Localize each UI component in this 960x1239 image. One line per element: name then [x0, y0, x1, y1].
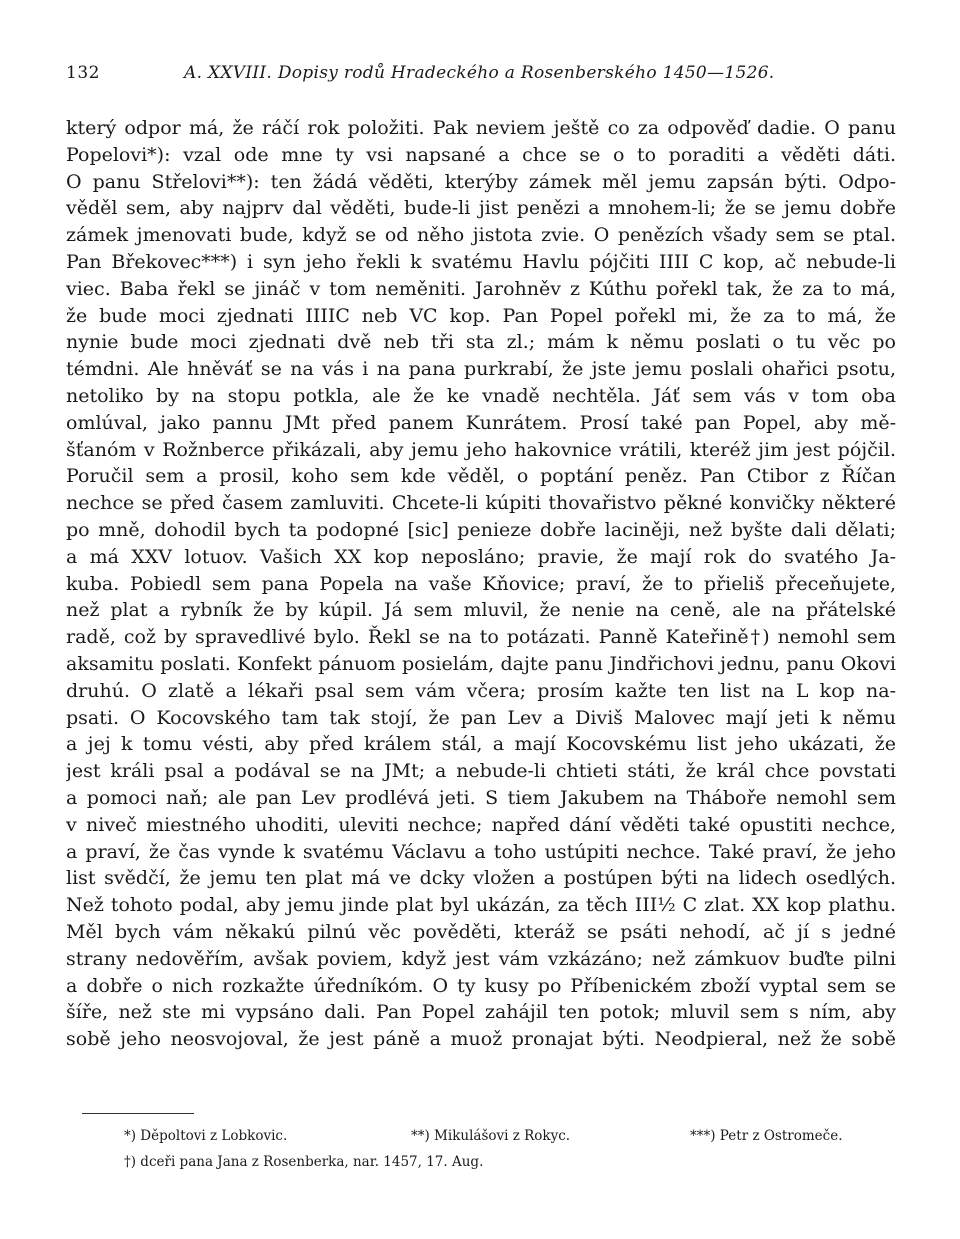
text-line: psati. O Kocovského tam tak stojí, že pan Lev a Diviš Malovec mají jeti k němu: [66, 706, 896, 729]
text-line: než plat a rybník že by kúpil. Já sem mluvil, že nenie na ceně, ale na přátelské: [66, 599, 896, 622]
text-line: nechce se před časem zamluviti. Chcete-li kúpiti thovařistvo pěkné konvičky některé: [66, 492, 896, 515]
text-line: netoliko by na stopu potkla, ale že ke vnadě nechtěla. Jáť sem vás v tom oba: [66, 384, 896, 407]
text-line: kuba. Pobiedl sem pana Popela na vaše Kňovice; praví, že to přieliš přeceňujete,: [66, 572, 896, 595]
page-header: [66, 63, 896, 89]
text-line: radě, což by spravedlivé bylo. Řekl se na to potázati. Panně Kateřině†) nemohl sem: [66, 626, 896, 649]
text-line: a má XXV lotuov. Vašich XX kop neposláno; pravie, že mají rok do svatého Ja-: [66, 545, 896, 568]
text-line: v niveč miestného uhoditi, uleviti nechce; napřed dání věděti také opustiti nechce,: [66, 813, 896, 836]
text-line: šíře, než ste mi vypsáno dali. Pan Popel zahájil ten potok; mluvil sem s ním, aby: [66, 1001, 896, 1024]
text-line: Než tohoto podal, aby jemu jinde plat byl ukázán, za těch III½ C zlat. XX kop plathu.: [66, 894, 896, 917]
text-line: O panu Střelovi**): ten žádá věděti, kterýby zámek měl jemu zapsán býti. Odpo-: [66, 170, 896, 193]
footnote-4: †) dceři pana Jana z Rosenberka, nar. 1457, 17. Aug.: [124, 1154, 484, 1170]
text-line: a praví, že čas vynde k svatému Václavu a toho ustúpiti nechce. Také praví, že jeho: [66, 840, 896, 863]
footnote-1: *) Děpoltovi z Lobkovic.: [124, 1128, 288, 1144]
text-line: a jej k tomu vésti, aby před králem stál, a mají Kocovskému list jeho ukázati, že: [66, 733, 896, 756]
text-line: nynie bude moci zjednati dvě neb tři sta zl.; mám k němu poslati o tu věc po: [66, 331, 896, 354]
text-line: Pan Břekovec***) i syn jeho řekli k svatému Havlu pójčiti IIII C kop, ač nebude-li: [66, 250, 896, 273]
body-text: [66, 115, 896, 1053]
text-line: strany nedověřím, avšak poviem, když jest vám vzkázáno; než zámkuov buďte pilni: [66, 947, 896, 970]
text-line: viec. Baba řekl se jináč v tom neměniti. Jarohněv z Kúthu pořekl tak, že za to má,: [66, 277, 896, 300]
text-line: aksamitu poslati. Konfekt pánuom posielám, dajte panu Jindřichovi jednu, panu Okovi: [66, 652, 896, 675]
text-line: Popelovi*): vzal ode mne ty vsi napsané a chce se o to poraditi a věděti dáti.: [66, 143, 896, 166]
text-line: jest králi psal a podával se na JMt; a nebude-li chtieti státi, že král chce povstati: [66, 760, 896, 783]
text-line: omlúval, jako pannu JMt před panem Kunrátem. Prosí také pan Popel, aby mě-: [66, 411, 896, 434]
text-line: zámek jmenovati bude, když se od něho jistota zvie. O penězích všady sem se ptal.: [66, 224, 896, 247]
text-line: list svědčí, že jemu ten plat má ve dcky vložen a postúpen býti na lidech osedlých.: [66, 867, 896, 890]
text-line: a dobře o nich rozkažte úředníkóm. O ty kusy po Příbenickém zboží vyptal sem se: [66, 974, 896, 997]
text-line: který odpor má, že ráčí rok položiti. Pak neviem ještě co za odpověď dadie. O panu: [66, 117, 896, 139]
running-head: A. XXVIII. Dopisy rodů Hradeckého a Rosenberského 1450—1526.: [184, 63, 775, 83]
text-line: témdni. Ale hněváť se na vás i na pana purkrabí, že jste jemu poslali ohařici psotu,: [66, 358, 896, 381]
footnote-3: ***) Petr z Ostromeče.: [690, 1128, 843, 1144]
text-line: Poručil sem a prosil, koho sem kde věděl, o poptání peněz. Pan Ctibor z Říčan: [66, 465, 896, 488]
footnote-2: **) Mikulášovi z Rokyc.: [411, 1128, 571, 1144]
page-number: 132: [66, 63, 100, 83]
text-line: šťanóm v Rožnberce přikázali, aby jemu jeho hakovnice vrátili, kteréž jim jest pójčil.: [66, 438, 896, 461]
text-line: sobě jeho neosvojoval, že jest páně a muož pronajat býti. Neodpieral, než že sobě: [66, 1028, 896, 1051]
footnote-rule: [82, 1113, 194, 1114]
text-line: a pomoci naň; ale pan Lev prodlévá jeti. S tiem Jakubem na Tháboře nemohl sem: [66, 786, 896, 809]
text-line: že bude moci zjednati IIIIC neb VC kop. Pan Popel pořekl mi, že za to má, že: [66, 304, 896, 327]
text-line: věděl sem, aby najprv dal věděti, bude-li jist penězi a mnohem-li; že se jemu dobře: [66, 197, 896, 220]
text-line: druhú. O zlatě a lékaři psal sem vám včera; prosím kažte ten list na L kop na-: [66, 679, 896, 702]
text-line: Měl bych vám někakú pilnú věc pověděti, kteráž se psáti nehodí, ač jí s jedné: [66, 920, 896, 943]
text-line: po mně, dohodil bych ta podopné [sic] penieze dobře laciněji, než byšte dali dělati;: [66, 518, 896, 541]
